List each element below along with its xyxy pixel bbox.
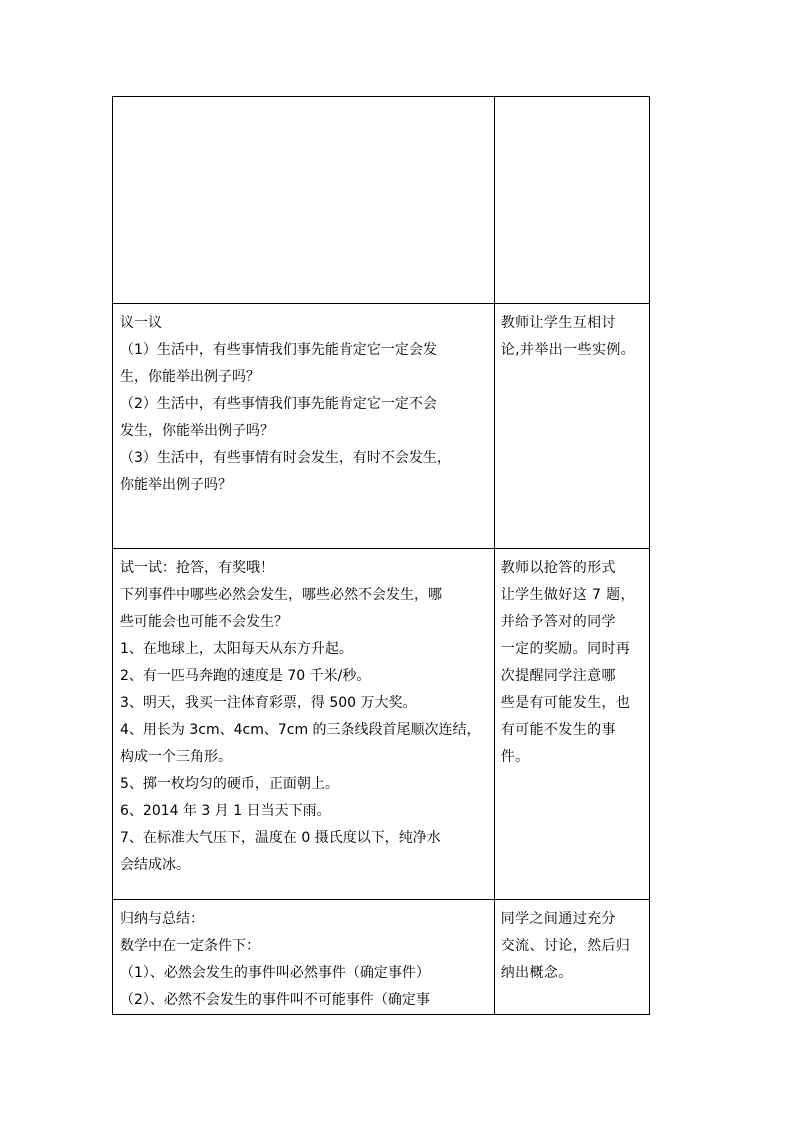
question-line: （2）生活中，有些事情我们事先能肯定它一定不会 <box>120 396 437 412</box>
table-row-summary <box>113 900 650 1015</box>
table-row-discuss <box>113 304 650 549</box>
teacher-note-line: 交流、讨论，然后归 <box>500 938 631 954</box>
table-row-blank <box>113 97 650 304</box>
section-heading: 议一议 <box>120 315 162 331</box>
activity-cell-blank <box>113 97 495 304</box>
teacher-note-line: 论,并举出一些实例。 <box>500 342 636 358</box>
teacher-note-line: 并给予答对的同学 <box>500 614 616 630</box>
event-item: 构成一个三角形。 <box>120 749 232 765</box>
activity-cell-try <box>113 549 495 900</box>
summary-line: （2）、必然不会发生的事件叫不可能事件（确定事 <box>120 992 430 1008</box>
teacher-note-line: 教师以抢答的形式 <box>500 560 616 576</box>
table-row-try <box>113 549 650 900</box>
teacher-note-line: 有可能不发生的事 <box>500 722 616 738</box>
teacher-note-line: 教师让学生互相讨 <box>500 315 616 331</box>
section-heading: 试一试：抢答，有奖哦！ <box>120 560 274 576</box>
summary-line: （1）、必然会发生的事件叫必然事件（确定事件） <box>120 965 430 981</box>
question-line: （1）生活中，有些事情我们事先能肯定它一定会发 <box>120 342 437 358</box>
question-line: （3）生活中，有些事情有时会发生，有时不会发生， <box>120 450 451 466</box>
instruction-line: 下列事件中哪些必然会发生，哪些必然不会发生，哪 <box>120 587 442 603</box>
activity-cell-discuss <box>113 304 495 549</box>
instruction-line: 些可能会也可能不会发生？ <box>120 614 288 630</box>
event-item: 2、有一匹马奔跑的速度是 70 千米/秒。 <box>120 668 371 684</box>
teacher-note-cell-summary <box>494 900 649 1015</box>
teacher-note-cell-try <box>494 549 649 900</box>
question-line: 生，你能举出例子吗？ <box>120 369 260 385</box>
teacher-note-line: 纳出概念。 <box>500 965 573 981</box>
event-item: 会结成冰。 <box>120 857 190 873</box>
teacher-note-line: 次提醒同学注意哪 <box>500 668 616 684</box>
teacher-note-cell-discuss <box>494 304 649 549</box>
teacher-note-cell-blank <box>494 97 649 304</box>
summary-line: 数学中在一定条件下： <box>120 938 260 954</box>
section-heading: 归纳与总结： <box>120 911 204 927</box>
event-item: 6、2014 年 3 月 1 日当天下雨。 <box>120 803 331 819</box>
teacher-note-line: 件。 <box>500 749 530 765</box>
lesson-plan-table <box>112 96 650 1015</box>
teacher-note-line: 些是有可能发生，也 <box>500 695 631 711</box>
event-item: 4、用长为 3cm、4cm、7cm 的三条线段首尾顺次连结， <box>120 722 481 738</box>
event-item: 3、明天，我买一注体育彩票，得 500 万大奖。 <box>120 695 417 711</box>
event-item: 1、在地球上，太阳每天从东方升起。 <box>120 641 353 657</box>
question-line: 发生，你能举出例子吗？ <box>120 423 274 439</box>
teacher-note-line: 让学生做好这 7 题， <box>500 587 635 603</box>
activity-cell-summary <box>113 900 495 1015</box>
teacher-note-line: 一定的奖励。同时再 <box>500 641 631 657</box>
question-line: 你能举出例子吗？ <box>120 477 232 493</box>
event-item: 5、掷一枚均匀的硬币，正面朝上。 <box>120 776 339 792</box>
teacher-note-line: 同学之间通过充分 <box>500 911 616 927</box>
event-item: 7、在标准大气压下，温度在 0 摄氏度以下，纯净水 <box>120 830 441 846</box>
